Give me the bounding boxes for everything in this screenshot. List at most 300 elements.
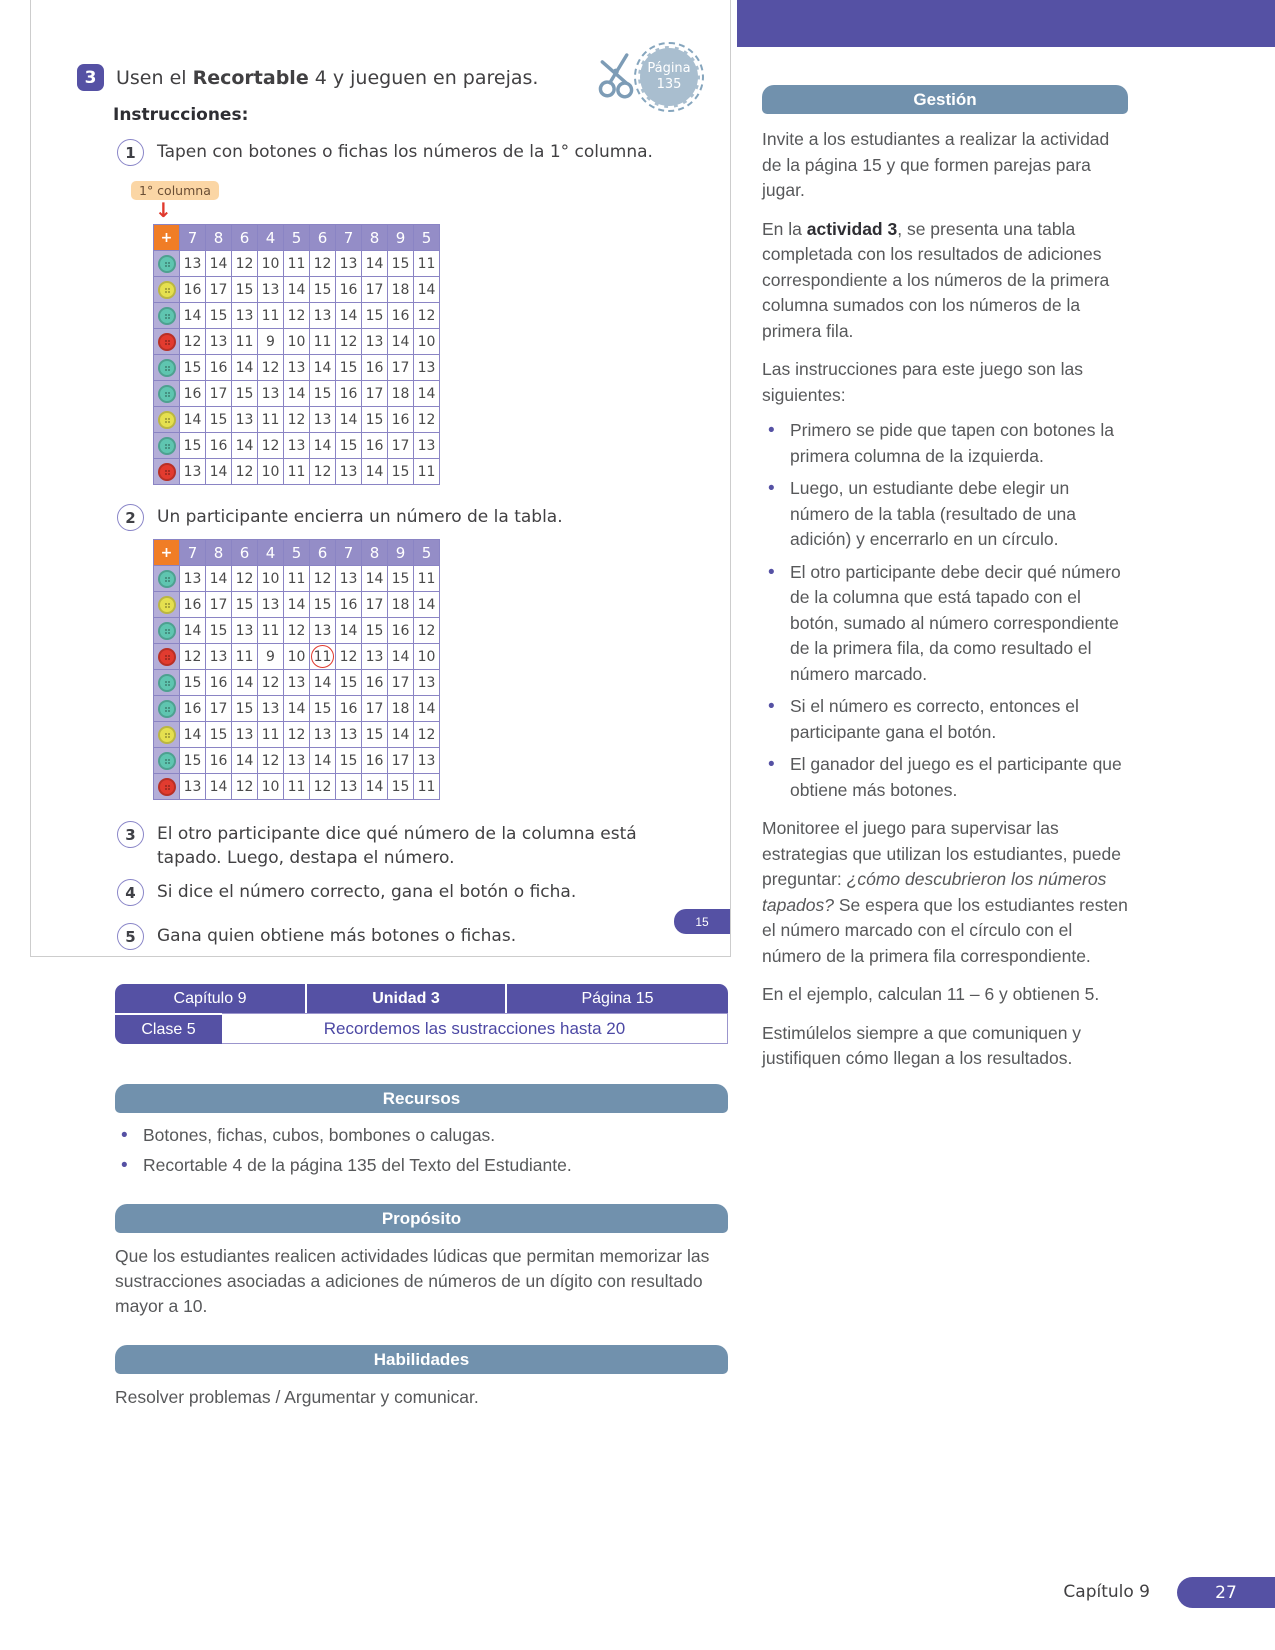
- table-cell: 14: [180, 618, 206, 644]
- gestion-bullet-list: [762, 418, 1128, 803]
- table-row: [154, 277, 440, 303]
- table-cell: 16: [362, 433, 388, 459]
- table-cell: 11: [258, 407, 284, 433]
- table-cell: 14: [180, 407, 206, 433]
- table-cell: 10: [258, 459, 284, 485]
- table-cell: 16: [206, 433, 232, 459]
- button-icon-yellow: [158, 596, 176, 614]
- activity-panel: [30, 0, 731, 957]
- table-cell: 14: [414, 381, 440, 407]
- table-cell: 14: [206, 251, 232, 277]
- button-icon-red: [158, 463, 176, 481]
- table-cell: 10: [284, 329, 310, 355]
- table-cell: 15: [336, 670, 362, 696]
- table-cell: 17: [362, 277, 388, 303]
- table-cell: 11: [310, 329, 336, 355]
- circled-cell: [310, 644, 336, 670]
- table-cell: 11: [414, 459, 440, 485]
- table-cell: 11: [284, 566, 310, 592]
- table-cell: 15: [362, 722, 388, 748]
- table-cell: 16: [362, 355, 388, 381]
- table-cell: 14: [284, 277, 310, 303]
- table-cell: 16: [388, 407, 414, 433]
- table-cell: 14: [336, 407, 362, 433]
- meta-class: Clase 5: [115, 1013, 222, 1044]
- table-cell: 11: [414, 566, 440, 592]
- table-cell: 18: [388, 381, 414, 407]
- table-cell: 12: [414, 303, 440, 329]
- column-label: 1° columna: [131, 181, 219, 200]
- addition-table-1: [153, 224, 440, 485]
- step-text: Si dice el número correcto, gana el botón o ficha.: [157, 882, 577, 902]
- table-cell: 15: [232, 696, 258, 722]
- table-cell: 14: [388, 722, 414, 748]
- header-cell: 5: [414, 225, 440, 251]
- table-cell: 13: [336, 566, 362, 592]
- button-icon-teal: [158, 307, 176, 325]
- header-cell: 8: [206, 540, 232, 566]
- meta-table: [115, 984, 728, 1044]
- table-cell: 12: [310, 774, 336, 800]
- section-header-habilidades: Habilidades: [115, 1345, 728, 1374]
- button-cell: [154, 644, 180, 670]
- table-row: [154, 381, 440, 407]
- circled-number: 11: [311, 645, 334, 668]
- button-icon-teal: [158, 359, 176, 377]
- list-item: • Recortable 4 de la página 135 del Texto del Estudiante.: [115, 1153, 728, 1178]
- table-cell: 13: [180, 774, 206, 800]
- instruction-step-1: [117, 138, 692, 166]
- table-cell: 14: [206, 459, 232, 485]
- table-cell: 15: [388, 459, 414, 485]
- table-cell: 15: [180, 433, 206, 459]
- table-cell: 15: [362, 407, 388, 433]
- button-cell: [154, 329, 180, 355]
- table-row: [154, 251, 440, 277]
- table-cell: 12: [258, 670, 284, 696]
- table-cell: 14: [310, 355, 336, 381]
- table-cell: 13: [180, 566, 206, 592]
- table-cell: 17: [362, 696, 388, 722]
- table-cell: 13: [362, 329, 388, 355]
- table-cell: 14: [388, 644, 414, 670]
- button-icon-teal: [158, 622, 176, 640]
- table-cell: 15: [180, 355, 206, 381]
- table-cell: 13: [258, 277, 284, 303]
- table-cell: 13: [284, 355, 310, 381]
- button-cell: [154, 355, 180, 381]
- step-text: Gana quien obtiene más botones o fichas.: [157, 926, 517, 946]
- table-cell: 14: [414, 696, 440, 722]
- step-text: Tapen con botones o fichas los números de la 1° columna.: [157, 142, 653, 162]
- table-cell: 13: [310, 303, 336, 329]
- table-cell: 11: [258, 722, 284, 748]
- table-cell: 14: [362, 251, 388, 277]
- table-cell: 15: [310, 381, 336, 407]
- table-cell: 13: [310, 618, 336, 644]
- step-number: 5: [117, 923, 144, 950]
- button-icon-yellow: [158, 411, 176, 429]
- table-cell: 17: [388, 670, 414, 696]
- table-cell: 13: [336, 459, 362, 485]
- plus-cell: +: [154, 540, 180, 566]
- button-cell: [154, 277, 180, 303]
- table-cell: 13: [362, 644, 388, 670]
- table-cell: 15: [388, 251, 414, 277]
- table-cell: 16: [180, 696, 206, 722]
- table-cell: 13: [232, 303, 258, 329]
- badge-line1: Página: [647, 61, 691, 76]
- gestion-paragraph-3: Las instrucciones para este juego son las siguientes:: [762, 359, 1084, 405]
- table-cell: 13: [180, 251, 206, 277]
- table-cell: 13: [206, 329, 232, 355]
- button-cell: [154, 670, 180, 696]
- header-cell: 9: [388, 540, 414, 566]
- table-cell: 10: [414, 329, 440, 355]
- step-number: 3: [117, 821, 144, 848]
- plus-cell: +: [154, 225, 180, 251]
- table-cell: 13: [206, 644, 232, 670]
- button-cell: [154, 303, 180, 329]
- table-cell: 10: [258, 566, 284, 592]
- top-band: [737, 0, 1275, 47]
- header-cell: 6: [310, 225, 336, 251]
- table-cell: 15: [336, 355, 362, 381]
- button-icon-teal: [158, 570, 176, 588]
- table-cell: 12: [414, 618, 440, 644]
- table-cell: 15: [206, 722, 232, 748]
- footer-page-badge: 27: [1177, 1577, 1275, 1608]
- table-cell: 15: [310, 277, 336, 303]
- header-cell: 9: [388, 225, 414, 251]
- table-cell: 12: [336, 644, 362, 670]
- table-cell: 12: [258, 433, 284, 459]
- table-cell: 16: [206, 748, 232, 774]
- table-cell: 16: [206, 670, 232, 696]
- table-cell: 12: [310, 251, 336, 277]
- habilidades-text: Resolver problemas / Argumentar y comunicar.: [115, 1387, 479, 1407]
- gestion-paragraph-1: Invite a los estudiantes a realizar la actividad de la página 15 y que formen parejas para jugar.: [762, 129, 1110, 200]
- table-cell: 13: [310, 722, 336, 748]
- table-cell: 16: [180, 381, 206, 407]
- header-cell: 6: [232, 540, 258, 566]
- section-header-gestion: Gestión: [762, 85, 1128, 114]
- table-row: [154, 696, 440, 722]
- gestion-paragraph-6: Estimúlelos siempre a que comuniquen y justifiquen cómo llegan a los resultados.: [762, 1022, 1082, 1068]
- table-row: [154, 592, 440, 618]
- table-cell: 14: [206, 566, 232, 592]
- table-cell: 11: [258, 618, 284, 644]
- step-text: El otro participante dice qué número de la columna está tapado. Luego, destapa el número.: [157, 824, 637, 868]
- table-cell: 12: [258, 748, 284, 774]
- table-cell: 12: [414, 407, 440, 433]
- table-cell: 16: [336, 696, 362, 722]
- table-cell: 13: [284, 748, 310, 774]
- table-row: [154, 748, 440, 774]
- table-cell: 12: [232, 459, 258, 485]
- table-cell: 12: [180, 644, 206, 670]
- table-cell: 15: [336, 748, 362, 774]
- table-cell: 12: [232, 251, 258, 277]
- cutout-page-badge: [594, 42, 704, 122]
- table-row: [154, 303, 440, 329]
- table-cell: 15: [232, 277, 258, 303]
- table-cell: 11: [258, 303, 284, 329]
- button-cell: [154, 251, 180, 277]
- table-cell: 13: [336, 251, 362, 277]
- table-cell: 15: [232, 381, 258, 407]
- table-row: [154, 670, 440, 696]
- footer-chapter-label: Capítulo 9: [1063, 1582, 1150, 1602]
- instruction-step-4: [117, 878, 692, 906]
- header-cell: 5: [284, 540, 310, 566]
- instructions-label: Instrucciones:: [113, 105, 249, 125]
- instruction-step-5: [117, 922, 692, 950]
- table-cell: 12: [284, 618, 310, 644]
- table-cell: 14: [336, 618, 362, 644]
- list-item: • El otro participante debe decir qué número de la columna que está tapado con el botón, sumado al número correspondiente de la primera fila, da como resultado el número marcado.: [762, 560, 1128, 688]
- table-cell: 15: [388, 566, 414, 592]
- table-cell: 14: [284, 696, 310, 722]
- table-row: [154, 722, 440, 748]
- table-cell: 9: [258, 329, 284, 355]
- button-icon-teal: [158, 752, 176, 770]
- header-cell: 7: [180, 540, 206, 566]
- meta-page: Página 15: [581, 989, 654, 1007]
- gestion-paragraph-4: Monitoree el juego para supervisar las estrategias que utilizan los estudiantes, puede preguntar: ¿cómo descubrieron los números tapados? Se espera que los estudiantes resten el número marcado con el círculo con el número de la primera fila correspondiente.: [762, 818, 1128, 966]
- table-cell: 12: [284, 407, 310, 433]
- table-row: [154, 644, 440, 670]
- list-item: • Luego, un estudiante debe elegir un número de la tabla (resultado de una adición) y encerrarlo en un círculo.: [762, 476, 1128, 553]
- table-cell: 18: [388, 696, 414, 722]
- table-cell: 15: [232, 592, 258, 618]
- button-cell: [154, 381, 180, 407]
- header-cell: 8: [362, 540, 388, 566]
- table-cell: 12: [284, 722, 310, 748]
- page-tab: 15: [674, 909, 730, 934]
- header-cell: 7: [180, 225, 206, 251]
- table-cell: 10: [284, 644, 310, 670]
- table-cell: 18: [388, 277, 414, 303]
- table-cell: 10: [258, 774, 284, 800]
- addition-table-2: [153, 539, 440, 800]
- button-icon-teal: [158, 385, 176, 403]
- table-cell: 13: [414, 433, 440, 459]
- step-number: 4: [117, 879, 144, 906]
- step-number: 1: [117, 139, 144, 166]
- table-cell: 15: [362, 303, 388, 329]
- table-cell: 9: [258, 644, 284, 670]
- button-cell: [154, 618, 180, 644]
- table-cell: 12: [284, 303, 310, 329]
- table-cell: 11: [414, 774, 440, 800]
- recursos-list: [115, 1123, 728, 1178]
- table-row: [154, 618, 440, 644]
- column-label-wrap: [131, 180, 730, 222]
- button-cell: [154, 566, 180, 592]
- button-cell: [154, 748, 180, 774]
- list-item: • Primero se pide que tapen con botones la primera columna de la izquierda.: [762, 418, 1128, 469]
- table-cell: 16: [362, 670, 388, 696]
- table-cell: 15: [310, 696, 336, 722]
- header-cell: 6: [310, 540, 336, 566]
- button-cell: [154, 696, 180, 722]
- table-cell: 16: [206, 355, 232, 381]
- button-icon-yellow: [158, 726, 176, 744]
- table-row: [154, 566, 440, 592]
- table-cell: 13: [336, 774, 362, 800]
- table-row: [154, 774, 440, 800]
- table-cell: 11: [232, 644, 258, 670]
- table-cell: 11: [414, 251, 440, 277]
- meta-unit: Unidad 3: [307, 984, 507, 1013]
- table-cell: 16: [180, 277, 206, 303]
- meta-chapter: Capítulo 9: [115, 984, 307, 1013]
- table-row: [154, 355, 440, 381]
- table-cell: 16: [388, 618, 414, 644]
- button-cell: [154, 592, 180, 618]
- lower-left-column: [115, 984, 728, 1410]
- button-icon-red: [158, 333, 176, 351]
- table-cell: 16: [388, 303, 414, 329]
- table-cell: 13: [414, 670, 440, 696]
- table-cell: 17: [388, 748, 414, 774]
- activity-number-badge: 3: [77, 64, 104, 91]
- table-cell: 14: [232, 433, 258, 459]
- table-cell: 13: [258, 696, 284, 722]
- table-cell: 12: [414, 722, 440, 748]
- table-cell: 17: [206, 277, 232, 303]
- table-cell: 13: [336, 722, 362, 748]
- table-cell: 14: [232, 748, 258, 774]
- table-cell: 15: [206, 303, 232, 329]
- table-cell: 14: [232, 355, 258, 381]
- table-cell: 17: [362, 381, 388, 407]
- table-cell: 17: [206, 696, 232, 722]
- table-cell: 14: [284, 381, 310, 407]
- table-cell: 12: [232, 774, 258, 800]
- table-cell: 17: [388, 433, 414, 459]
- meta-lesson-title: Recordemos las sustracciones hasta 20: [222, 1013, 728, 1044]
- table-cell: 11: [284, 459, 310, 485]
- table-cell: 15: [206, 407, 232, 433]
- button-icon-teal: [158, 255, 176, 273]
- table-cell: 16: [180, 592, 206, 618]
- table-cell: 13: [414, 355, 440, 381]
- list-item: • Si el número es correcto, entonces el participante gana el botón.: [762, 694, 1128, 745]
- button-icon-teal: [158, 674, 176, 692]
- header-cell: 4: [258, 540, 284, 566]
- button-cell: [154, 774, 180, 800]
- list-item: • Botones, fichas, cubos, bombones o calugas.: [115, 1123, 728, 1148]
- table-cell: 15: [362, 618, 388, 644]
- table-cell: 14: [362, 459, 388, 485]
- page-135-badge: [634, 42, 704, 112]
- button-icon-teal: [158, 700, 176, 718]
- table-cell: 16: [336, 277, 362, 303]
- section-header-recursos: Recursos: [115, 1084, 728, 1113]
- table-cell: 14: [414, 277, 440, 303]
- badge-line2: 135: [656, 77, 682, 92]
- table-cell: 10: [258, 251, 284, 277]
- table-cell: 12: [180, 329, 206, 355]
- section-header-proposito: Propósito: [115, 1204, 728, 1233]
- button-cell: [154, 722, 180, 748]
- table-cell: 12: [310, 459, 336, 485]
- table-cell: 17: [206, 592, 232, 618]
- header-cell: 5: [414, 540, 440, 566]
- table-cell: 17: [388, 355, 414, 381]
- table-cell: 13: [180, 459, 206, 485]
- table-cell: 14: [362, 566, 388, 592]
- instruction-step-3: [117, 820, 692, 870]
- header-cell: 7: [336, 225, 362, 251]
- table-cell: 13: [232, 722, 258, 748]
- table-row: [154, 407, 440, 433]
- table-cell: 13: [258, 592, 284, 618]
- table-cell: 12: [336, 329, 362, 355]
- table-cell: 14: [232, 670, 258, 696]
- table-cell: 14: [310, 433, 336, 459]
- table-cell: 14: [414, 592, 440, 618]
- header-cell: 8: [362, 225, 388, 251]
- table-cell: 13: [232, 407, 258, 433]
- activity-title: Usen el Recortable 4 y jueguen en parejas.: [116, 66, 539, 89]
- table-cell: 15: [180, 670, 206, 696]
- table-row: [154, 459, 440, 485]
- table-cell: 11: [284, 774, 310, 800]
- button-icon-teal: [158, 437, 176, 455]
- gestion-paragraph-2: En la actividad 3, se presenta una tabla completada con los resultados de adiciones correspondiente a los números de la primera columna sumados con los números de la primera fila.: [762, 218, 1110, 341]
- button-icon-red: [158, 648, 176, 666]
- table-cell: 14: [388, 329, 414, 355]
- table-cell: 13: [258, 381, 284, 407]
- step-number: 2: [117, 504, 144, 531]
- table-cell: 12: [232, 566, 258, 592]
- list-item: • El ganador del juego es el participante que obtiene más botones.: [762, 752, 1128, 803]
- button-cell: [154, 459, 180, 485]
- table-cell: 14: [284, 592, 310, 618]
- table-cell: 15: [336, 433, 362, 459]
- table-cell: 10: [414, 644, 440, 670]
- header-cell: 5: [284, 225, 310, 251]
- gestion-panel: [762, 85, 1128, 1072]
- table-cell: 13: [414, 748, 440, 774]
- table-row: [154, 433, 440, 459]
- table-cell: 14: [180, 722, 206, 748]
- proposito-text: Que los estudiantes realicen actividades lúdicas que permitan memorizar las sustracciones asociadas a adiciones de números de un dígito con resultado mayor a 10.: [115, 1246, 710, 1316]
- table-cell: 14: [206, 774, 232, 800]
- table-cell: 15: [180, 748, 206, 774]
- table-cell: 15: [388, 774, 414, 800]
- header-cell: 7: [336, 540, 362, 566]
- table-cell: 13: [284, 433, 310, 459]
- table-cell: 16: [336, 381, 362, 407]
- header-cell: 6: [232, 225, 258, 251]
- gestion-paragraph-5: En el ejemplo, calculan 11 – 6 y obtienen 5.: [762, 984, 1100, 1004]
- table-cell: 16: [362, 748, 388, 774]
- step-text: Un participante encierra un número de la tabla.: [157, 507, 563, 527]
- table-cell: 12: [258, 355, 284, 381]
- table-cell: 12: [310, 566, 336, 592]
- table-cell: 14: [310, 748, 336, 774]
- table-cell: 14: [362, 774, 388, 800]
- button-icon-yellow: [158, 281, 176, 299]
- instruction-step-2: [117, 503, 692, 531]
- table-cell: 13: [310, 407, 336, 433]
- header-cell: 4: [258, 225, 284, 251]
- down-arrow-icon: [155, 200, 730, 222]
